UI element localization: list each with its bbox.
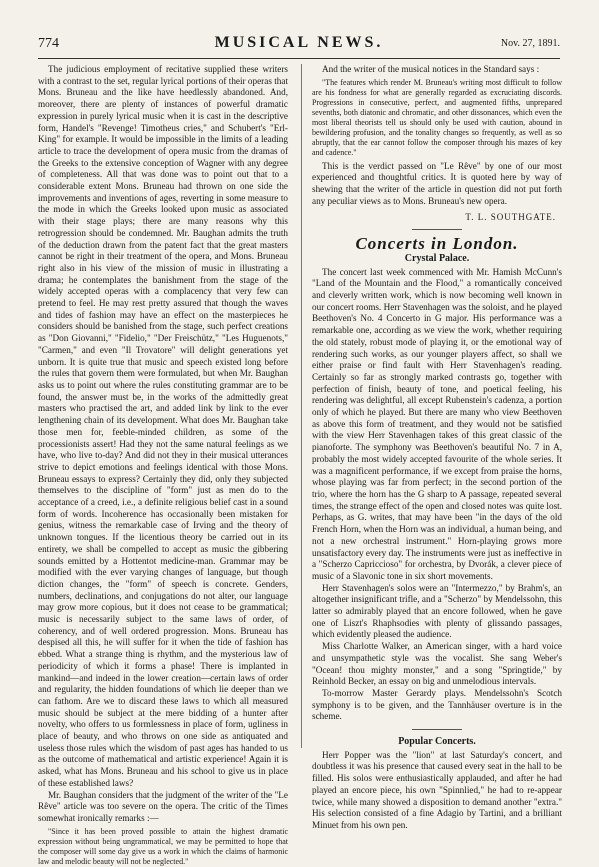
article-paragraph: To-morrow Master Gerardy plays. Mendelssohn's Scotch symphony is to be given, and the Tannhäuser overture is in the scheme. [312, 687, 562, 722]
article-paragraph: Herr Stavenhagen's solos were an "Intermezzo," by Brahm's, an altogether insignificant trifle, and a "Scherzo" by Mendelssohn, this latter so admirably played that an encore followed, when he gave one of Liszt's Rhaphsodies with plenty of glissando passages, which evidently pleased the audience. [312, 582, 562, 640]
article-paragraph: And the writer of the musical notices in the Standard says : [322, 64, 540, 74]
article-paragraph: The judicious employment of recitative supplied these writers with a contrast to the set, regular lyrical portions of their operas that Mons. Bruneau and the like have heedlessly abandoned. And, moreover, there are plenty of instances of powerful dramatic expression in purely lyrical music when it is cast in the descriptive form, Handel's "Revenge! Timotheus cries," and Schubert's "Erl-King" for example. It would be impossible in the limits of a leading article to trace the development of opera music from the dramas of the Greeks to the extensive conception of Wagner with any degree of completeness. All that was done was to point out that to a considerable extent Mons. Bruneau had thrown on one side the improvements and inventions of ages, reverting in some measure to the mode in which the Greeks looked upon music as associated with their stage plays; there are many reasons why this retrogression should be condemned. Mr. Baughan admits the truth of the deduction drawn from the patent fact that the great masters cannot be right in their treatment of the opera, and Mons. Bruneau right also in his view of the mission of music in illustrating a drama; he contemplates the banishment from the stage of the widely accepted operas with a complacency that very few can pretend to feel. He may rest pretty assured that though the waves and tides of fashion may have an effect on the masterpieces he considers should be banished from the stage, such perfect creations as "Don Giovanni," "Fidelio," "Der Freischütz," "Les Huguenots," "Carmen," and even "Il Trovatore" will delight generations yet unborn. It is quite true that music and speech existed long before the rules that govern them were formulated, but when Mr. Baughan asks us to point out where the rules constituting grammar are to be found, the answer must be, in the works of the admittedly great masters who practised the art, and added link by link to the ever lengthening chain of its development. What does Mr. Baughan take those men for, feeble-minded children, as some of the processionists assert! Had they not the same natural feelings as we have, who live to-day? And did not they in their musical utterances strive to depict emotions and feelings identical with those Mons. Bruneau essays to express? Certainly they did, only they subjected themselves to the discipline of "form" just as men do to the acceptance of a creed, i.e., a definite religious belief cast in a sound form of words. Incoherence has occasionally been mistaken for genius, witness the remarkable case of Irving and the theory of unknown tongues. If the licentious theory be carried out in its entirety, we shall be compelled to accept as music the gibbering sounds emitted by a Hottentot medicine-man. Grammar may be modified with the ever varying changes of language, but though diction changes, the "form" of speech is concrete. Genders, numbers, declinations, and conjugations do not alter, our language may grow more copious, but it does not cease to be grammatical; music is necessarily subject to the same laws of order, of coherency, and of well ordered progression. Mons. Bruneau has despised all this, he will suffer for it when the tide of fashion has ebbed. What a strange thing is rhythm, and the mysterious law of periodicity of which it forms a phase! There is implanted in mankind—and indeed in the lower creation—certain laws of order and regularity, the hidden foundations of which lie deeper than we can fathom. Are we to discard these laws to which all measured music should be subject at the mere bidding of a hunter after novelty, who offers to us formlessness in place of form, ugliness in place of beauty, and who throws on one side as antiquated and useless those rules which the wisdom of past ages has handed to us as the outcome of mathematical and artistic experience! Again it is asked, what has Mons. Bruneau and his school to give us in place of these established laws? [38, 64, 288, 788]
left-column [38, 64, 288, 866]
article-paragraph: This is the verdict passed on "Le Rêve" by one of our most experienced and thoughtful critics. It is quoted here by way of shewing that the writer of the article in question did not put forth any peculiar views as to Mons. Bruneau's new opera. [312, 160, 562, 206]
author-signature: T. L. SOUTHGATE. [465, 211, 556, 222]
column-divider [301, 64, 302, 748]
masthead-title: MUSICAL NEWS. [214, 34, 384, 51]
section-divider [412, 229, 462, 230]
block-quote: "Since it has been proved possible to attain the highest dramatic expression without being ungrammatical, we may be permitted to hope that the composer will some day give us a work in which the claims of harmonic law and melodic beauty will not be neglected." [38, 826, 288, 866]
subsection-divider [412, 729, 462, 730]
block-quote: "The features which render M. Bruneau's writing most difficult to follow are his fondness for what are generally regarded as excruciating discords. Progressions in consecutive, perfect, and augmented fifths, unprepared sevenths, both diatonic and chromatic, and other dissonances, which even the most liberal theorists tell us should only be used with caution, abound in bewildering profusion, and the tonality changes so frequently, as well as so abruptly, that the ear cannot follow the composer through his mazes of key and cadence." [312, 77, 562, 157]
subsection-title: Popular Concerts. [398, 736, 476, 748]
article-paragraph: Herr Popper was the "lion" at last Saturday's concert, and doubtless it was his presence that caused every seat in the hall to be filled. His solos were enthusiastically applauded, and after he had played an encore piece, his own "Spinnlied," he had to re-appear twice, while many showed a disposition to demand another "extra." His selection consisted of a fine Adagio by Tartini, and a brilliant Minuet from his own pen. [312, 749, 562, 830]
article-paragraph: Miss Charlotte Walker, an American singer, with a hard voice and unsympathetic style was the vocalist. She sang Weber's "Ocean! thou mighty monster," and a song "Springtide," by Reinhold Becker, an essay on big and unmelodious intervals. [312, 641, 562, 687]
page-number: 774 [38, 36, 59, 51]
right-column [312, 64, 562, 830]
page-header [38, 34, 560, 56]
article-paragraph: Mr. Baughan considers that the judgment of the writer of the "Le Rêve" article was too severe on the opera. The critic of the Times somewhat ironically remarks :— [38, 789, 288, 823]
article-paragraph: The concert last week commenced with Mr. Hamish McCunn's "Land of the Mountain and the Flood," a romantically conceived and cleverly written work, which is now becoming well known in our concert rooms. Herr Stavenhagen was the soloist, and he played Beethoven's No. 4 Concerto in G major. His performance was a remarkable one, according as we view the work, whether requiring the old stately, robust mode of playing it, or the emotional way of rendering such works, as our younger players affect, so shall we either praise or find fault with Herr Stavenhagen's reading. Certainly so far as strongly marked contrasts go, together with perfection of finish, beauty of tone, and poetical feeling, his rendering was delightful, all except Rubenstein's cadenza, a portion only of which he played. But there are many who view Beethoven as above this form of treatment, and they would not be satisfied with the view Herr Stavenhagen takes of this great classic of the pianoforte. The symphony was Beethoven's beautiful No. 7 in A, probably the most widely accepted favourite of the whole series. It was a magnificent performance, if we except from praise the horns, whose playing was far from perfect; in the second portion of the trio, where the horn has the G sharp to A passage, repeated several times, the strange effect of the open and closed notes was quite lost. Perhaps, as G. writes, that may have been "in the days of the old French Horn, when the Horn was an individual, a human being, and not a new orchestral instrument." Horn-playing grows more unsatisfactory every day. The instruments were just as ineffective in a "Scherzo Capriccioso" for orchestra, by Dvorák, a clever piece of music of a Slavonic tone in six short movements. [312, 266, 562, 581]
header-rule [38, 58, 560, 59]
issue-date: Nov. 27, 1891. [500, 38, 560, 49]
section-title: Concerts in London. [355, 234, 519, 254]
subsection-title: Crystal Palace. [404, 252, 470, 264]
